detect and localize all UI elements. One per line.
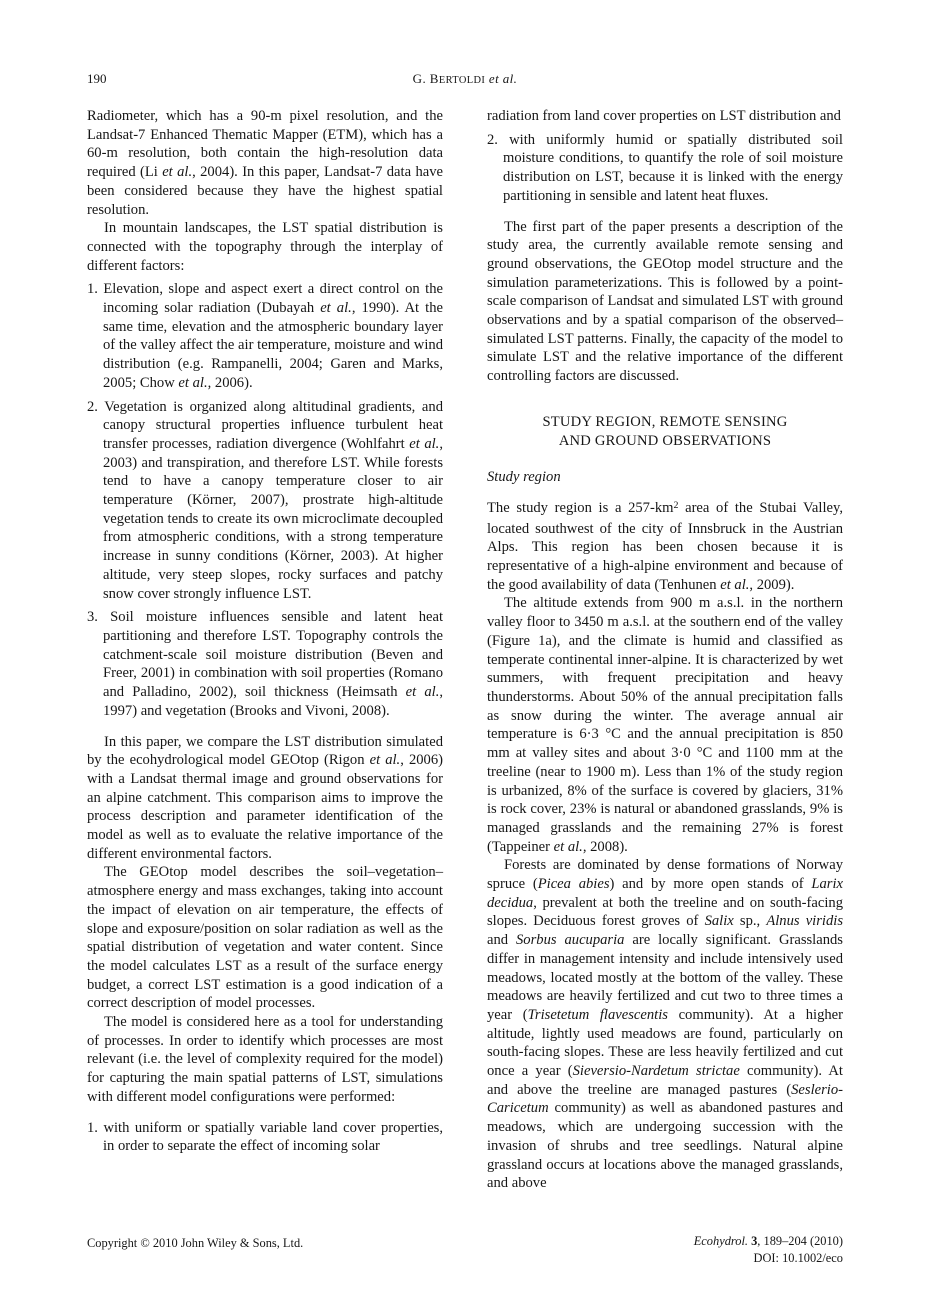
text-segment: Salix: [704, 913, 734, 930]
text-segment: Picea abies: [537, 876, 610, 893]
paragraph-mountain-landscapes: [87, 219, 443, 275]
text-segment: The altitude extends from 900 m a.s.l. in the northern valley floor to 3450 m a.s.l. at the southern end of the valley (Figure 1a), and the climate is humid and classified as temperate continental inner-alpine. It is characterized by wet summers, with frequent precipitation and heavy thunderstorms. About 50% of the annual precipitation falls as snow during the winter. The average annual air temperature is 6·3 °C and the annual precipitation is 850 mm at valley sites and about 3·0 °C and 1100 mm at the treeline (near to 1900 m). Less than 1% of the study region is urbanized, 8% of the surface is covered by glaciers, 31% is rock cover, 23% is natural or abandoned grasslands, 9% is managed grasslands and the remaining 27% is forest (Tappeiner: [487, 595, 843, 855]
list-item-1-uniform-land-cover: [87, 1119, 443, 1156]
text-segment: STUDY REGION, REMOTE SENSING: [542, 413, 788, 430]
text-segment: The first part of the paper presents a description of the study area, the currently available remote sensing and ground observations, the GEOtop model structure and the simulation parameterizations. This is followed by a point-scale comparison of Landsat and simulated LST with ground observations and by a spatial comparison of the observed–simulated LST patterns. Finally, the capacity of the model to simulate LST and the relative importance of the different controlling factors are discussed.: [487, 218, 843, 385]
text-segment: sp.,: [733, 913, 767, 930]
page-number: 190: [87, 71, 107, 86]
paragraph-altitude-climate: [487, 594, 843, 856]
text-segment: and: [487, 932, 516, 949]
text-segment: Trisetetum flavescentis: [527, 1006, 668, 1023]
text-segment: ) and by more open stands of: [609, 876, 812, 893]
text-segment: , 1997) and vegetation (Brooks and Vivoni, 2008).: [103, 684, 443, 719]
paragraph-radiometer: [87, 107, 443, 219]
text-segment: , 2008).: [582, 838, 628, 855]
text-segment: , prevalent at both the treeline and on south-facing slopes. Deciduous forest groves of: [487, 894, 843, 930]
text-segment: community) as well as abandoned pastures and meadows, which are undergoing succession with the invasion of shrubs and tree seedlings. Natural alpine grassland occurs at locations above the managed grasslands, and above: [487, 1100, 843, 1192]
text-segment: radiation from land cover properties on LST distribution and: [487, 108, 841, 124]
text-segment: , 2004). In this paper, Landsat-7 data have been considered because they have the highest spatial resolution.: [87, 164, 443, 218]
text-segment: Forests are dominated by dense formations of Norway spruce (: [487, 857, 843, 893]
text-segment: community). At and above the treeline are managed pastures (: [487, 1063, 843, 1098]
text-segment: The GEOtop model describes the soil–vegetation–atmosphere energy and mass exchanges, taking into account the impact of elevation on air temperature, the effects of slope and exposure/position on solar radiation as well as the spatial distribution of vegetation and water content. Since the model calculates LST as a result of the surface energy budget, a correct LST estimation is a good indication of a correct description of model processes.: [87, 864, 443, 1012]
list-item-2-soil-moisture-conditions: [487, 131, 843, 206]
text-segment: G. B: [412, 71, 439, 86]
subsection-heading-study-region: [487, 468, 843, 487]
list-item-2-vegetation: [87, 398, 443, 604]
text-segment: Ecohydrol.: [693, 1234, 752, 1248]
text-segment: Radiometer, which has a 90-m pixel resolution, and the Landsat-7 Enhanced Thematic Mapper (ETM), which has a 60-m resolution, both contain the high-resolution data required (Li: [87, 108, 443, 181]
text-segment: et al.: [178, 374, 208, 391]
text-segment: 2. with uniformly humid or spatially distributed soil moisture conditions, to quantify the role of soil moisture distribution on LST, because it is linked with the energy partitioning in sensible and latent heat fluxes.: [487, 131, 843, 204]
section-heading-study-region: [487, 413, 843, 450]
text-segment: 1. Elevation, slope and aspect exert a direct control on the incoming solar radiation (Dubayah: [87, 281, 443, 317]
journal-citation: [694, 1233, 843, 1250]
copyright-notice: Copyright © 2010 John Wiley & Sons, Ltd.: [87, 1236, 304, 1250]
paragraph-first-part: [487, 218, 843, 386]
text-segment: , 2003) and transpiration, and therefore LST. While forests tend to have a canopy temperature closer to air temperature (Körner, 2007), prostrate high-altitude vegetation tends to create its own microclimate decoupled from atmospheric conditions, with a strong temperature increase in sunny conditions (Körner, 2003). At higher altitude, very steep slopes, rocky surfaces and patchy snow cover strongly influence LST.: [103, 435, 443, 602]
text-segment: Alnus viridis: [766, 913, 843, 930]
text-segment: , 189–204 (2010): [757, 1234, 843, 1248]
paragraph-model-tool: [87, 1013, 443, 1107]
text-segment: , 2009).: [749, 576, 795, 593]
paragraph-geotop-model: [87, 863, 443, 1013]
text-segment: , 2006) with a Landsat thermal image and ground observations for an alpine catchment. This comparison aims to improve the process description and parameter identification of the model as well as to evaluate the relative importance of the different environmental factors.: [87, 752, 443, 862]
text-segment: , 1990). At the same time, elevation and the atmospheric boundary layer of the valley affect the air temperature, moisture and wind distribution (e.g. Rampanelli, 2004; Garen and Marks, 2005; Chow: [103, 300, 443, 391]
text-segment: Sorbus aucuparia: [516, 932, 625, 949]
text-segment: 1. with uniform or spatially variable land cover properties, in order to separate the effect of incoming solar: [87, 1119, 443, 1155]
text-segment: Larix decidua: [487, 876, 843, 911]
text-segment: In this paper, we compare the LST distribution simulated by the ecohydrological model GEOtop (Rigon: [87, 733, 443, 769]
text-segment: The model is considered here as a tool for understanding of processes. In order to identify which processes are most relevant (i.e. the level of complexity required for the model) for capturing the main spatial patterns of LST, simulations with different model configurations were performed:: [87, 1014, 443, 1105]
paragraph-forests-grasslands: [487, 856, 843, 1193]
text-segment: Sieversio-Nardetum strictae: [572, 1063, 740, 1080]
paragraph-in-this-paper: [87, 733, 443, 864]
text-segment: 2. Vegetation is organized along altitudinal gradients, and canopy structural properties influence turbulent heat transfer processes, radiation divergence (Wohlfahrt: [87, 398, 443, 452]
text-segment: 2: [673, 499, 679, 511]
text-segment: , 2006).: [207, 374, 253, 391]
doi: DOI: 10.1002/eco: [753, 1251, 843, 1265]
right-column: [487, 107, 843, 1193]
text-segment: et al.: [369, 752, 401, 769]
list-item-1-continuation: [487, 107, 843, 126]
text-segment: AND GROUND OBSERVATIONS: [558, 432, 772, 449]
text-segment: et al.: [162, 164, 193, 181]
text-segment: et al.: [405, 684, 440, 701]
list-item-1-elevation: [87, 280, 443, 392]
text-segment: Seslerio-Caricetum: [487, 1081, 843, 1117]
running-title: [87, 71, 843, 89]
running-head: [87, 71, 843, 89]
text-segment: Study region: [487, 469, 561, 486]
text-segment: et al.: [488, 71, 518, 86]
text-segment: 3: [751, 1234, 758, 1248]
text-segment: et al.: [320, 300, 352, 317]
text-segment: ERTOLDI: [438, 75, 486, 86]
text-segment: area of the Stubai Valley, located southwest of the city of Innsbruck in the Austrian Alps. This region has been chosen because it is representative of a high-alpine environment and because of the good availability of data (Tenhunen: [487, 499, 843, 593]
journal-citation-block: [694, 1233, 843, 1267]
text-segment: et al.: [409, 435, 440, 452]
text-segment: community). At a higher altitude, lightly used meadows are found, particularly on south-facing slopes. These are less heavily fertilized and cut once a year (: [487, 1006, 843, 1080]
text-segment: et al.: [720, 576, 750, 593]
text-segment: 3. Soil moisture influences sensible and latent heat partitioning and therefore LST. Topography controls the catchment-scale soil moisture distribution (Beven and Freer, 2001) in combination with soil properties (Romano and Palladino, 2002), soil thickness (Heimsath: [87, 609, 443, 701]
text-segment: et al.: [553, 838, 583, 855]
text-segment: In mountain landscapes, the LST spatial distribution is connected with the topography through the interplay of different factors:: [87, 220, 443, 274]
text-segment: are locally significant. Grasslands differ in management intensity and include intensively used meadows, located mostly at the bottom of the valley. These meadows are heavily fertilized and cut two to three times a year (: [487, 932, 843, 1023]
paragraph-study-region-area: [487, 499, 843, 595]
article-body: [87, 107, 843, 1193]
left-column: [87, 107, 443, 1193]
list-item-3-soil-moisture: [87, 608, 443, 720]
text-segment: The study region is a 257-km: [487, 499, 674, 516]
